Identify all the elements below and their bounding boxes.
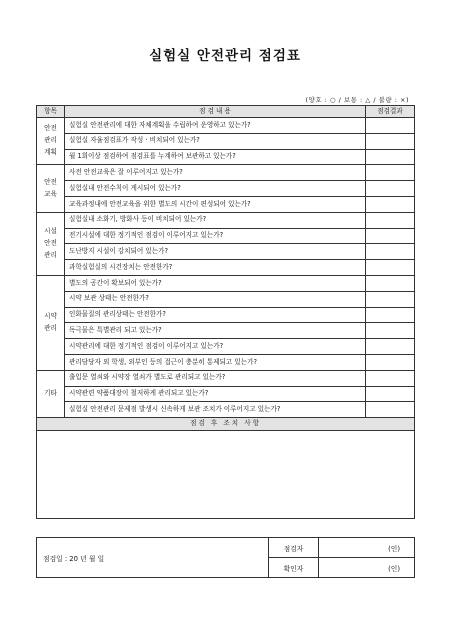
header-content: 점 검 내 용 bbox=[65, 106, 366, 118]
result-cell[interactable] bbox=[366, 228, 415, 244]
check-item-text: 별도의 공간이 확보되어 있는가? bbox=[65, 275, 366, 291]
signature-table bbox=[36, 537, 415, 578]
result-cell[interactable] bbox=[366, 354, 415, 370]
inspection-table bbox=[36, 105, 415, 519]
action-notes-area[interactable] bbox=[37, 431, 415, 519]
check-item-text: 교육과정내에 안전교육을 위한 별도의 시간이 편성되어 있는가? bbox=[65, 196, 366, 212]
check-item-text: 실험실 자율점검표가 작성ㆍ비치되어 있는가? bbox=[65, 133, 366, 149]
check-item-text: 실험실내 안전수칙이 게시되어 있는가? bbox=[65, 181, 366, 197]
check-item-text: 시약 보관 상태는 안전한가? bbox=[65, 291, 366, 307]
result-cell[interactable] bbox=[366, 339, 415, 355]
checklist-row bbox=[37, 323, 415, 339]
category-label: 기타 bbox=[44, 389, 57, 398]
checklist-row bbox=[37, 402, 415, 418]
category-label: 계획 bbox=[44, 148, 57, 157]
result-cell[interactable] bbox=[366, 386, 415, 402]
table-header-row bbox=[37, 106, 415, 118]
checklist-row bbox=[37, 149, 415, 165]
document-title: 실험실 안전관리 점검표 bbox=[149, 48, 301, 64]
checklist-row bbox=[37, 165, 415, 181]
category-label: 안전 bbox=[44, 124, 57, 133]
check-item-text: 과학실험실의 시건장치는 안전한가? bbox=[65, 260, 366, 276]
checklist-row bbox=[37, 291, 415, 307]
category-cell bbox=[37, 370, 65, 417]
result-cell[interactable] bbox=[366, 244, 415, 260]
category-cell bbox=[37, 275, 65, 370]
check-item-text: 관리담당자 외 학생, 외부인 등의 접근이 충분히 통제되고 있는가? bbox=[65, 354, 366, 370]
checklist-row bbox=[37, 354, 415, 370]
result-cell[interactable] bbox=[366, 323, 415, 339]
check-item-text: 사전 안전교육은 잘 이루어지고 있는가? bbox=[65, 165, 366, 181]
category-cell bbox=[37, 165, 65, 212]
category-label: 교육 bbox=[44, 189, 57, 198]
category-cell bbox=[37, 212, 65, 275]
result-cell[interactable] bbox=[366, 370, 415, 386]
checklist-row bbox=[37, 228, 415, 244]
category-label: 관리 bbox=[44, 250, 57, 259]
check-item-text: 시약관련 약품대장이 철저하게 관리되고 있는가? bbox=[65, 386, 366, 402]
check-item-text: 실험실 안전관리에 대한 자체계획을 수립하여 운영하고 있는가? bbox=[65, 118, 366, 134]
result-cell[interactable] bbox=[366, 275, 415, 291]
check-item-text: 실험실 안전관리 문제점 발생시 신속하게 보관 조치가 이루어지고 있는가? bbox=[65, 402, 366, 418]
action-header-row bbox=[37, 418, 415, 431]
checklist-row bbox=[37, 339, 415, 355]
result-cell[interactable] bbox=[366, 181, 415, 197]
checklist-row bbox=[37, 133, 415, 149]
result-cell[interactable] bbox=[366, 118, 415, 134]
result-cell[interactable] bbox=[366, 402, 415, 418]
checklist-row bbox=[37, 196, 415, 212]
category-label: 관리 bbox=[44, 323, 57, 332]
checklist-row bbox=[37, 212, 415, 228]
confirmer-seal[interactable]: (인) bbox=[319, 558, 415, 578]
checklist-row bbox=[37, 181, 415, 197]
result-cell[interactable] bbox=[366, 212, 415, 228]
checklist-row bbox=[37, 370, 415, 386]
inspection-date: 점검일 : 20 년 월 일 bbox=[37, 538, 269, 578]
category-label: 안전 bbox=[44, 177, 57, 186]
confirmer-label: 확인자 bbox=[269, 558, 319, 578]
result-cell[interactable] bbox=[366, 307, 415, 323]
check-item-text: 월 1회이상 점검하여 점검표를 누계하여 보관하고 있는가? bbox=[65, 149, 366, 165]
category-label: 시약 bbox=[44, 312, 57, 320]
category-cell bbox=[37, 118, 65, 165]
action-header: 점검 후 조치 사항 bbox=[37, 418, 415, 431]
check-item-text: 독극물은 특별관리 되고 있는가? bbox=[65, 323, 366, 339]
inspector-label: 점검자 bbox=[269, 538, 319, 558]
checklist-row bbox=[37, 118, 415, 134]
result-cell[interactable] bbox=[366, 260, 415, 276]
result-cell[interactable] bbox=[366, 133, 415, 149]
check-item-text: 도난방지 시설이 강치되어 있는가? bbox=[65, 244, 366, 260]
rating-legend: (양호 : ○ / 보통 : △ / 불량 : ×) bbox=[305, 96, 409, 104]
result-cell[interactable] bbox=[366, 291, 415, 307]
check-item-text: 출입문 열쇠와 시약장 열쇠가 별도로 관리되고 있는가? bbox=[65, 370, 366, 386]
result-cell[interactable] bbox=[366, 165, 415, 181]
result-cell[interactable] bbox=[366, 149, 415, 165]
check-item-text: 인화물질의 관리상태는 안전한가? bbox=[65, 307, 366, 323]
result-cell[interactable] bbox=[366, 196, 415, 212]
checklist-row bbox=[37, 260, 415, 276]
checklist-row bbox=[37, 275, 415, 291]
header-result: 점검결과 bbox=[366, 106, 415, 118]
header-category: 항목 bbox=[37, 106, 65, 118]
inspector-seal[interactable]: (인) bbox=[319, 538, 415, 558]
checklist-row bbox=[37, 307, 415, 323]
category-label: 안전 bbox=[44, 238, 57, 247]
check-item-text: 시약관리에 대한 정기적인 점검이 이루어지고 있는가? bbox=[65, 339, 366, 355]
category-label: 관리 bbox=[44, 136, 57, 145]
check-item-text: 전기시설에 대한 정기적인 점검이 이루어지고 있는가? bbox=[65, 228, 366, 244]
checklist-row bbox=[37, 386, 415, 402]
category-label: 시설 bbox=[44, 227, 57, 236]
check-item-text: 실험실내 소화기, 방화사 등이 비치되어 있는가? bbox=[65, 212, 366, 228]
action-notes-row bbox=[37, 431, 415, 519]
checklist-row bbox=[37, 244, 415, 260]
